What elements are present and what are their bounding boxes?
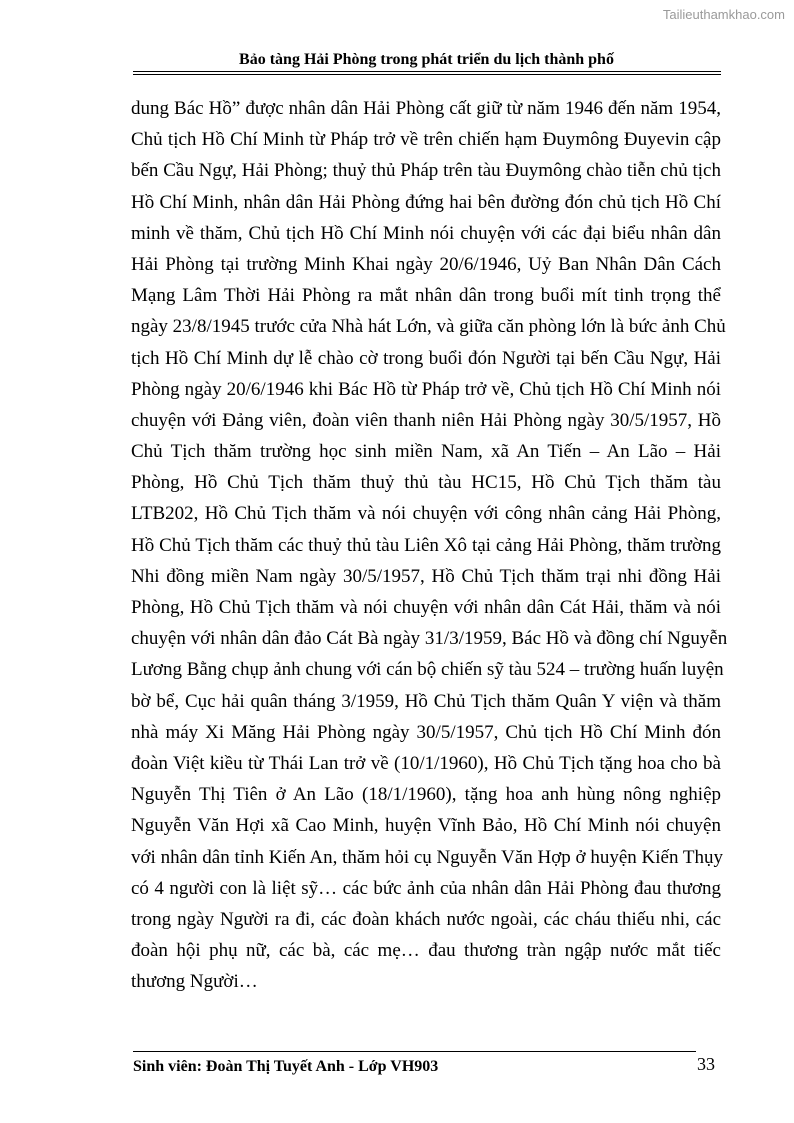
body-line: Hồ Chí Minh, nhân dân Hải Phòng đứng hai bên đường đón chủ tịch Hồ Chí	[131, 191, 721, 213]
body-line: với nhân dân tỉnh Kiến An, thăm hỏi cụ Nguyễn Văn Hợp ở huyện Kiến Thụy	[131, 846, 723, 868]
body-line: Phòng ngày 20/6/1946 khi Bác Hồ từ Pháp trở về, Chủ tịch Hồ Chí Minh nói	[131, 378, 721, 400]
body-line: nhà máy Xi Măng Hải Phòng ngày 30/5/1957, Chủ tịch Hồ Chí Minh đón	[131, 721, 721, 743]
body-line: Chủ Tịch thăm trường học sinh miền Nam, xã An Tiến – An Lão – Hải	[131, 441, 721, 463]
body-line: đoàn Việt kiều từ Thái Lan trở về (10/1/1960), Hồ Chủ Tịch tặng hoa cho bà	[131, 752, 721, 774]
footer-rule	[133, 1051, 696, 1052]
header-rule-double	[133, 74, 721, 75]
body-line: Hải Phòng tại trường Minh Khai ngày 20/6/1946, Uỷ Ban Nhân Dân Cách	[131, 253, 721, 275]
body-line-last: thương Người…	[131, 971, 258, 993]
body-line: bến Cầu Ngự, Hải Phòng; thuỷ thủ Pháp trên tàu Đuymông chào tiễn chủ tịch	[131, 160, 721, 182]
body-line: chuyện với Đảng viên, đoàn viên thanh niên Hải Phòng ngày 30/5/1957, Hồ	[131, 409, 721, 431]
footer-student-info: Sinh viên: Đoàn Thị Tuyết Anh - Lớp VH903	[133, 1058, 439, 1075]
header-rule	[133, 71, 721, 72]
body-line: Lương Bằng chụp ảnh chung với cán bộ chiến sỹ tàu 524 – trường huấn luyện	[131, 659, 724, 681]
page-number: 33	[697, 1054, 715, 1074]
body-line: Mạng Lâm Thời Hải Phòng ra mắt nhân dân trong buổi mít tinh trọng thể	[131, 285, 721, 307]
body-line: Hồ Chủ Tịch thăm các thuỷ thủ tàu Liên Xô tại cảng Hải Phòng, thăm trường	[131, 534, 721, 556]
watermark-text: Tailieuthamkhao.com	[662, 7, 785, 22]
body-line: dung Bác Hồ” được nhân dân Hải Phòng cất giữ từ năm 1946 đến năm 1954,	[131, 98, 721, 119]
body-line: tịch Hồ Chí Minh dự lễ chào cờ trong buổi đón Người tại bến Cầu Ngự, Hải	[131, 347, 721, 369]
body-line: Nhi đồng miền Nam ngày 30/5/1957, Hồ Chủ Tịch thăm trại nhi đồng Hải	[131, 565, 721, 587]
page-header-title: Bảo tàng Hải Phòng trong phát triển du lịch thành phố	[239, 51, 614, 68]
body-line: Phòng, Hồ Chủ Tịch thăm thuỷ thủ tàu HC15, Hồ Chủ Tịch thăm tàu	[131, 472, 721, 494]
body-line: đoàn hội phụ nữ, các bà, các mẹ… đau thương tràn ngập nước mắt tiếc	[131, 940, 721, 962]
body-paragraph	[131, 93, 728, 997]
body-line: chuyện với nhân dân đảo Cát Bà ngày 31/3/1959, Bác Hồ và đồng chí Nguyễn	[131, 628, 728, 650]
body-line: LTB202, Hồ Chủ Tịch thăm và nói chuyện với công nhân cảng Hải Phòng,	[131, 503, 721, 525]
body-line: Chủ tịch Hồ Chí Minh từ Pháp trở về trên chiến hạm Đuymông Đuyevin cập	[131, 129, 721, 151]
body-line: Nguyễn Thị Tiên ở An Lão (18/1/1960), tặng hoa anh hùng nông nghiệp	[131, 784, 721, 806]
body-line: ngày 23/8/1945 trước cửa Nhà hát Lớn, và giữa căn phòng lớn là bức ảnh Chủ	[131, 316, 726, 338]
body-line: trong ngày Người ra đi, các đoàn khách nước ngoài, các cháu thiếu nhi, các	[131, 908, 721, 930]
body-line: Nguyễn Văn Hợi xã Cao Minh, huyện Vĩnh Bảo, Hồ Chí Minh nói chuyện	[131, 815, 721, 837]
body-line: minh về thăm, Chủ tịch Hồ Chí Minh nói chuyện với các đại biểu nhân dân	[131, 222, 721, 244]
body-line: Phòng, Hồ Chủ Tịch thăm và nói chuyện với nhân dân Cát Hải, thăm và nói	[131, 597, 721, 618]
body-line: có 4 người con là liệt sỹ… các bức ảnh của nhân dân Hải Phòng đau thương	[131, 877, 721, 899]
body-line: bờ bể, Cục hải quân tháng 3/1959, Hồ Chủ Tịch thăm Quân Y viện và thăm	[131, 690, 721, 712]
